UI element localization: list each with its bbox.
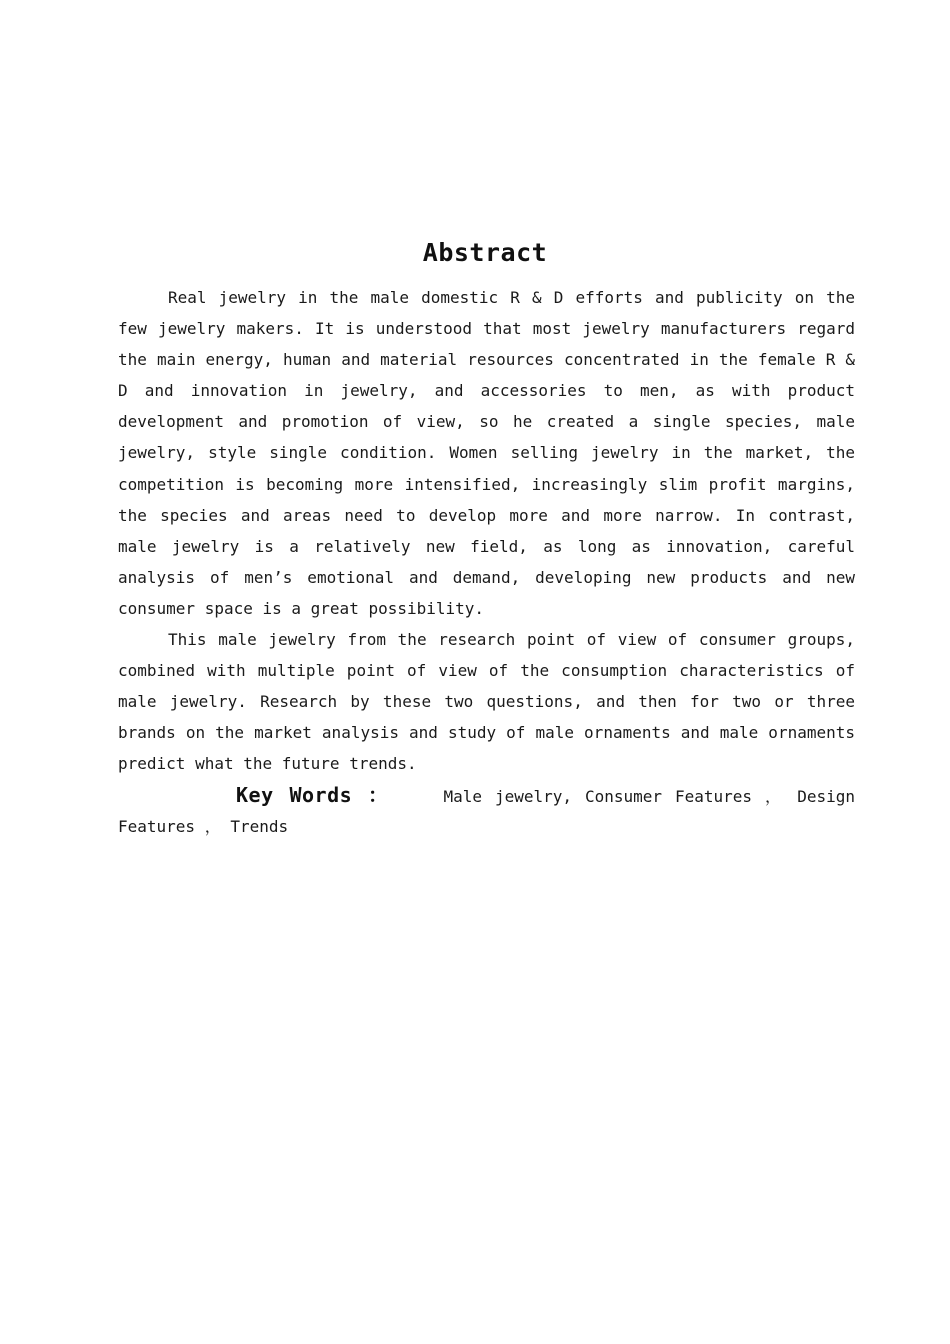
keywords-label: Key Words ： <box>236 782 392 807</box>
abstract-paragraph-2: This male jewelry from the research point of view of consumer groups, combined with multiple point of view of the consumption characteristics of male jewelry. Research by these two questions, and then for two or three brands on the market analysis and study of male ornaments and male ornaments predict what the future trends. <box>118 630 855 774</box>
abstract-body <box>118 282 855 842</box>
abstract-paragraph-1: Real jewelry in the male domestic R & D efforts and publicity on the few jewelry makers. It is understood that most jewelry manufacturers regard the main energy, human and material resources concentrated in the female R & D and innovation in jewelry, and accessories to men, as with product development and promotion of view, so he created a single species, male jewelry, style single condition. Women selling jewelry in the market, the competition is becoming more intensified, increasingly slim profit margins, the species and areas need to develop more and more narrow. In contrast, male jewelry is a relatively new field, as long as innovation, careful analysis of men’s emotional and demand, developing new products and new consumer space is a great possibility. <box>118 288 855 618</box>
abstract-title: Abstract <box>422 238 548 267</box>
keywords-line <box>118 780 855 842</box>
keywords-value: Male jewelry, Consumer Features ， Design Features ， Trends <box>118 786 855 836</box>
